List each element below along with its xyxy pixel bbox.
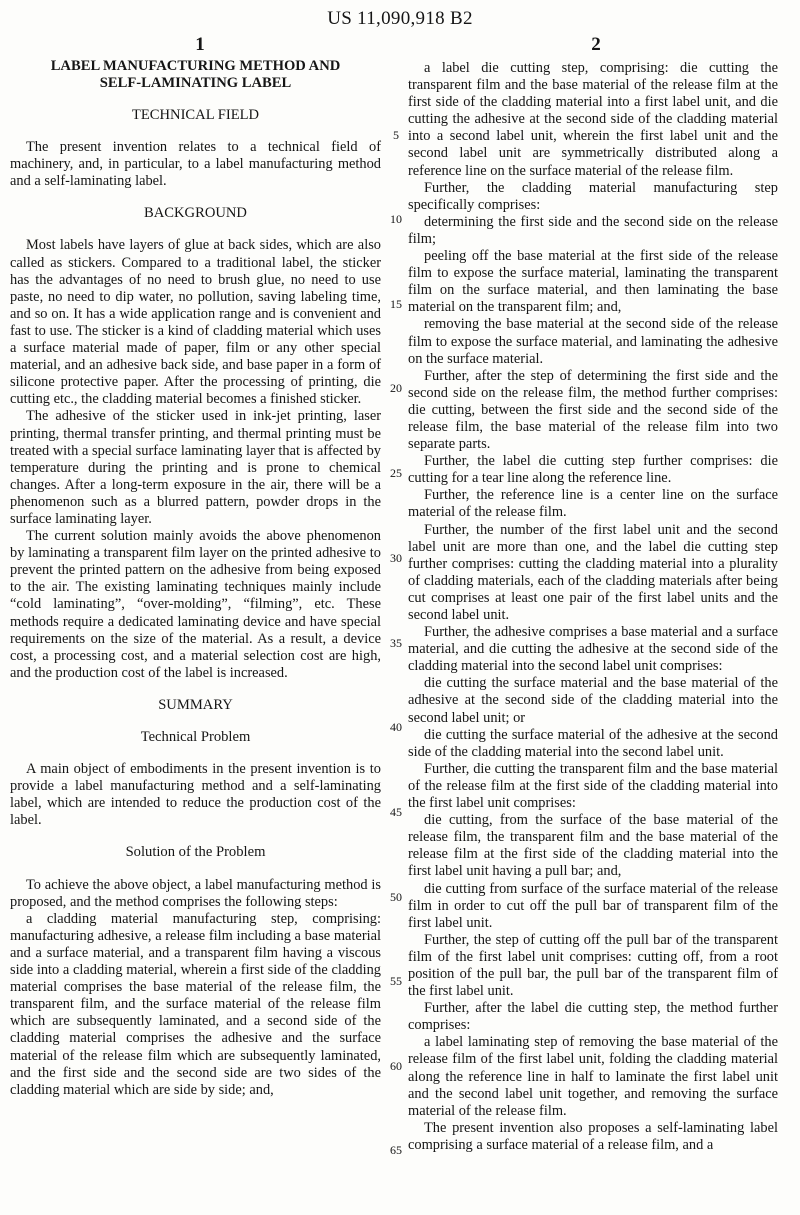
right-column <box>408 60 778 1154</box>
line-number: 25 <box>390 466 402 480</box>
paragraph: A main object of embodiments in the present invention is to provide a label manufacturing method and a self-laminating label, which are intended to reduce the production cost of the label. <box>10 761 381 829</box>
paragraph: The present invention relates to a technical field of machinery, and, in particular, to a label manufacturing method and a self-laminating label. <box>10 139 381 190</box>
line-number: 30 <box>390 551 402 565</box>
paragraph: die cutting the surface material of the adhesive at the second side of the cladding material into the second label unit. <box>408 726 778 760</box>
line-number: 60 <box>390 1059 402 1073</box>
paragraph: a label laminating step of removing the base material of the release film of the first label unit, folding the cladding material along the reference line in half to laminate the first label unit and the second label unit together, and removing the surface material of the release film. <box>408 1034 778 1119</box>
line-number: 50 <box>390 890 402 904</box>
line-number: 45 <box>390 805 402 819</box>
heading-technical-field: TECHNICAL FIELD <box>131 107 260 123</box>
line-number: 35 <box>390 636 402 650</box>
paragraph: Further, after the label die cutting step, the method further comprises: <box>408 1000 778 1034</box>
paragraph: die cutting from surface of the surface material of the release film in order to cut off the pull bar of transparent film of the first label unit. <box>408 880 778 931</box>
paragraph: Further, the cladding material manufacturing step specifically comprises: <box>408 179 778 213</box>
paragraph: removing the base material at the second side of the release film to expose the surface material, and laminating the adhesive on the surface material. <box>408 316 778 367</box>
line-number: 15 <box>390 297 402 311</box>
paragraph: Further, the label die cutting step further comprises: die cutting for a tear line along the reference line. <box>408 453 778 487</box>
paragraph: Further, after the step of determining the first side and the second side on the release film, the method further comprises: die cutting, between the first side and the second side of the release film, the base material of the release film into two separate parts. <box>408 367 778 453</box>
line-number: 65 <box>390 1143 402 1157</box>
paragraph: Further, the step of cutting off the pull bar of the transparent film of the first label unit comprises: cutting off, from a root position of the pull bar, the pull bar of the transparent film of the first label unit. <box>408 931 778 1000</box>
line-number: 40 <box>390 720 402 734</box>
paragraph: a label die cutting step, comprising: die cutting the transparent film and the base material of the release film at the first side of the cladding material into a first label unit, and die cutting the adhesive at the second side of the cladding material into a second label unit, wherein the first label unit and the second label unit are symmetrically distributed along a reference line on the surface material of the release film. <box>408 60 778 179</box>
paragraph: Further, the reference line is a center line on the surface material of the release film. <box>408 487 778 521</box>
paragraph: To achieve the above object, a label manufacturing method is proposed, and the method comprises the following steps: <box>10 876 381 910</box>
paragraph: The current solution mainly avoids the above phenomenon by laminating a transparent film layer on the printed adhesive to prevent the printed pattern on the adhesive from being exposed to the air. The existing laminating techniques mainly include “cold laminating”, “over-molding”, “filming”, etc. These methods require a dedicated laminating device and have special requirements on the size of the material. As a result, a device cost, a processing cost, and a material selection cost are high, and the production cost of the label is increased. <box>10 528 381 681</box>
left-column <box>10 58 381 1099</box>
title-line-2: SELF-LAMINATING LABEL <box>99 75 292 91</box>
line-number: 20 <box>390 381 402 395</box>
heading-solution: Solution of the Problem <box>125 844 266 861</box>
column-number-left: 1 <box>195 34 205 55</box>
heading-background: BACKGROUND <box>144 205 247 222</box>
heading-summary: SUMMARY <box>158 696 233 713</box>
paragraph: determining the first side and the second side on the release film; <box>408 213 778 247</box>
paragraph: peeling off the base material at the first side of the release film to expose the surface material, laminating the transparent film on the surface material, and then laminating the base material on the transparent film; and, <box>408 248 778 316</box>
patent-number-header: US 11,090,918 B2 <box>327 8 473 29</box>
line-number: 5 <box>393 128 399 142</box>
paragraph: The present invention also proposes a self-laminating label comprising a surface material of a release film, and a <box>408 1119 778 1153</box>
paragraph: die cutting, from the surface of the base material of the release film, the transparent film and the base material of the release film at the first side of the cladding material into the first label unit having a pull bar; and, <box>408 812 778 880</box>
line-number: 10 <box>390 212 402 226</box>
paragraph: Further, the adhesive comprises a base material and a surface material, and die cutting the adhesive at the second side of the cladding material into the second label unit comprises: <box>408 624 778 675</box>
line-number: 55 <box>390 974 402 988</box>
title-line-1: LABEL MANUFACTURING METHOD AND <box>50 58 341 74</box>
paragraph: The adhesive of the sticker used in ink-jet printing, laser printing, thermal transfer printing, and thermal printing must be treated with a special surface laminating layer that is affected by temperature during the printing and is prone to chemical changes. After a long-term exposure in the air, there will be a phenomenon such as a blurred pattern, powder drops in the surface laminating layer. <box>10 408 381 527</box>
column-number-right: 2 <box>591 34 601 55</box>
paragraph: Most labels have layers of glue at back sides, which are also called as stickers. Compared to a traditional label, the sticker has the advantages of no need to brush glue, no need to use paste, no need to dip water, no pollution, saving labeling time, and so on. It has a wide application range and is convenient and fast to use. The sticker is a kind of cladding material which uses a surface material made of paper, film or any other special material, and an adhesive back side, and base paper in a form of silicone protective paper. After the processing of printing, die cutting etc., the cladding material becomes a finished sticker. <box>10 237 381 408</box>
paragraph: Further, the number of the first label unit and the second label unit are more than one, and the label die cutting step further comprises: cutting the cladding material into a plurality of cladding materials, each of the cladding materials after being cut comprises at least one pair of the first label units and the second label unit. <box>408 521 778 623</box>
paragraph: a cladding material manufacturing step, comprising: manufacturing adhesive, a release film including a base material and a surface material, and a transparent film having a viscous side into a cladding material, wherein a first side of the cladding material comprises the base material of the release film, the transparent film, and the surface material of the release film which are subsequently laminated, and a second side of the cladding material comprises the adhesive and the surface material of the release film which are subsequently laminated, and the first side and the second side are two sides of the cladding material which are side by side; and, <box>10 910 381 1098</box>
heading-technical-problem: Technical Problem <box>140 729 251 745</box>
paragraph: Further, die cutting the transparent film and the base material of the release film at the first side of the cladding material into the first label unit comprises: <box>408 760 778 812</box>
paragraph: die cutting the surface material and the base material of the adhesive at the second side of the cladding material into the second label unit; or <box>408 675 778 726</box>
